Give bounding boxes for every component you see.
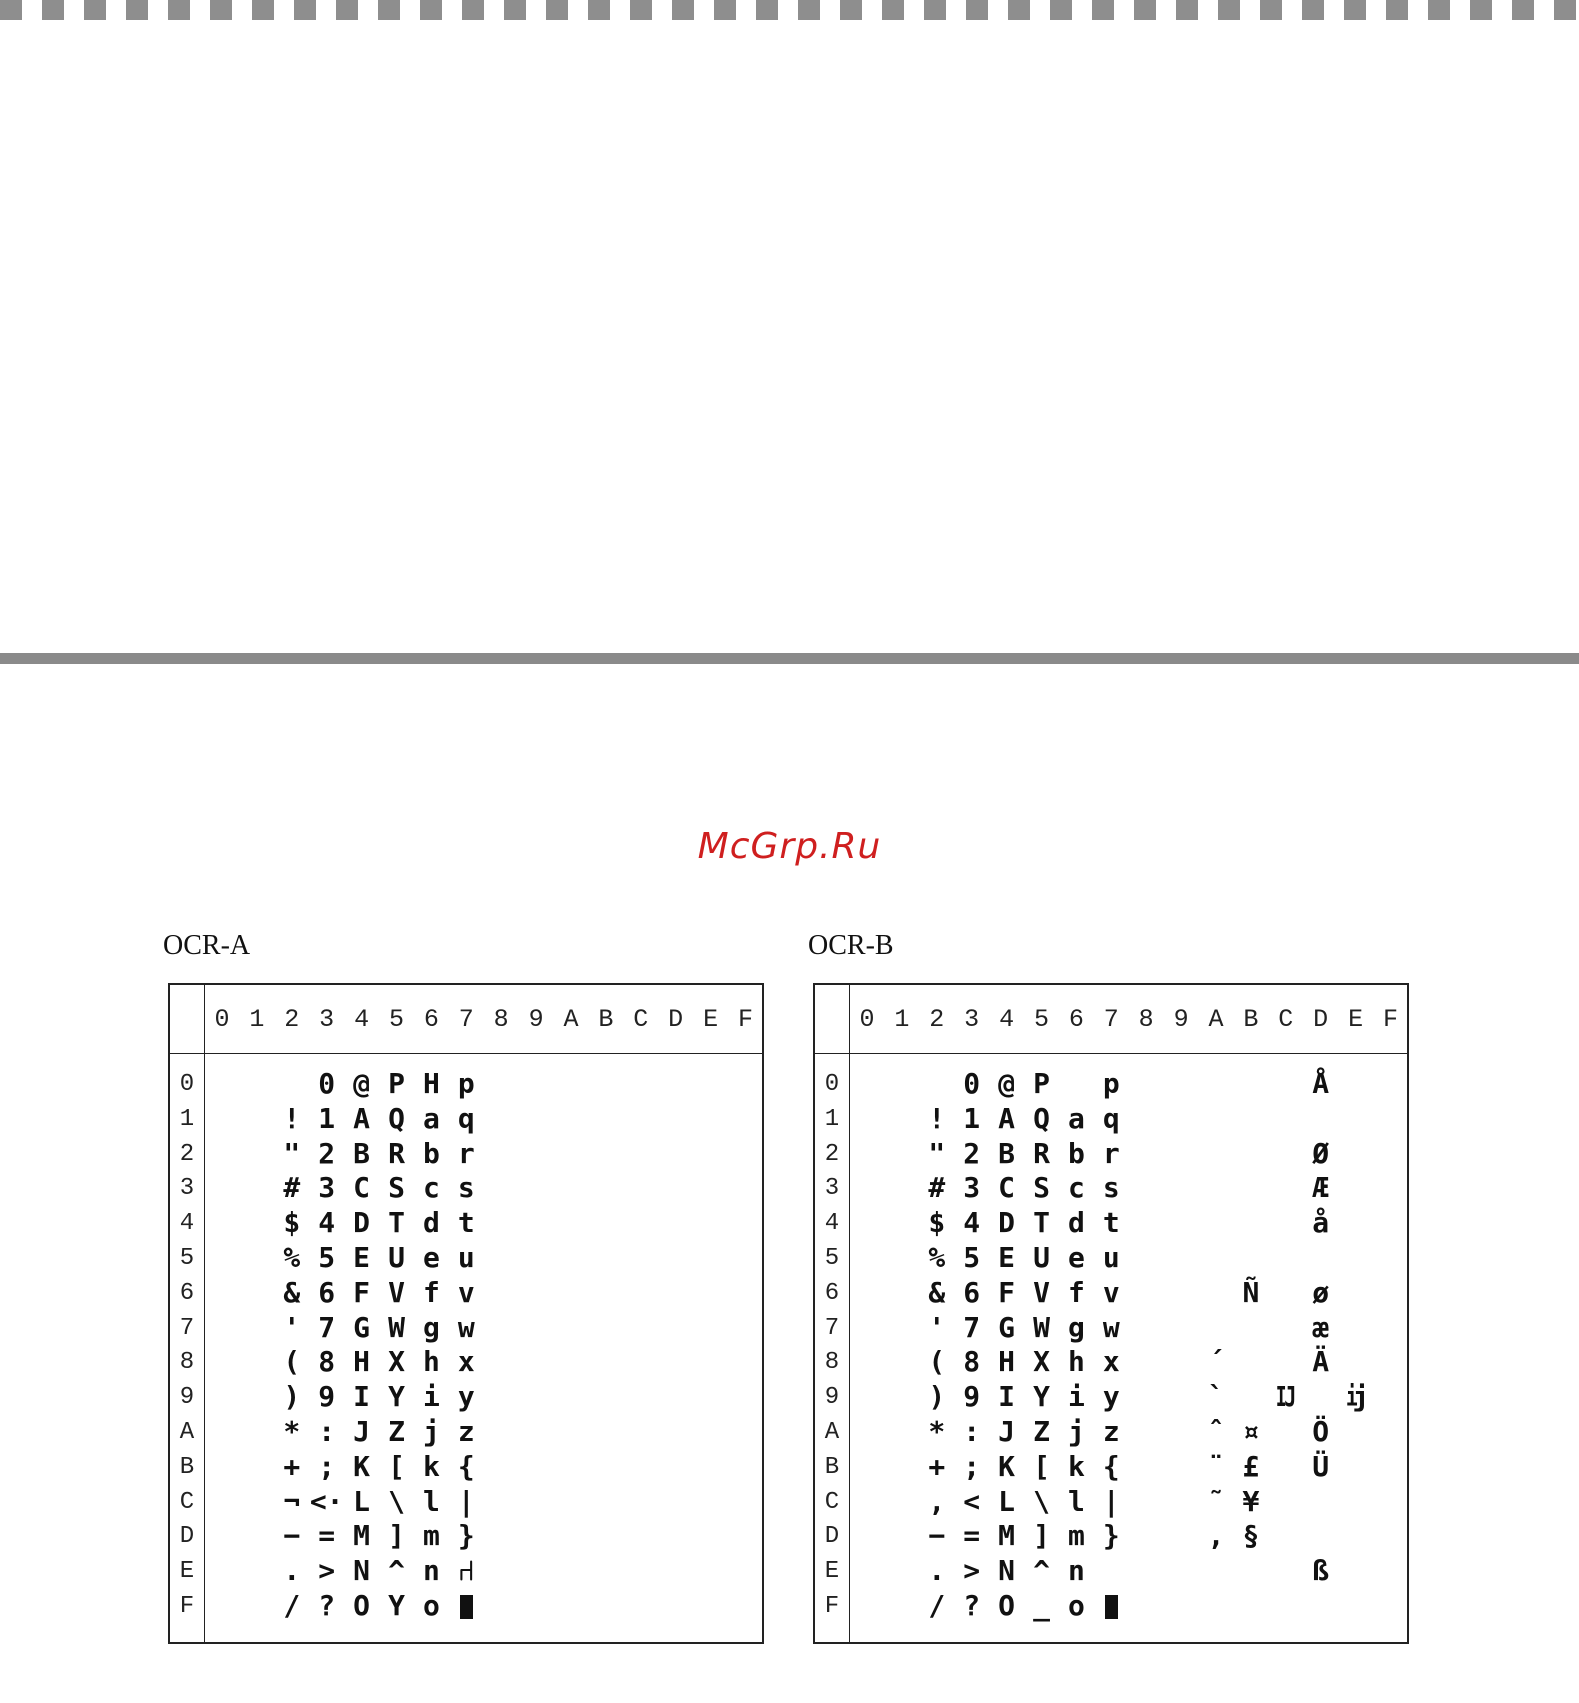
character-cell: M [998, 1519, 1016, 1553]
character-cell: ¨ [1207, 1449, 1225, 1483]
character-cell: 6 [963, 1275, 981, 1309]
column-header: 7 [1103, 1005, 1119, 1034]
character-cell: Ü [1312, 1449, 1330, 1483]
character-cell: A [353, 1101, 371, 1135]
character-cell: D [998, 1206, 1016, 1240]
character-cell: Y [388, 1380, 405, 1414]
character-cell: / [283, 1589, 301, 1622]
ocr-a-character-table [168, 983, 764, 1644]
row-header: 7 [179, 1314, 195, 1342]
character-cell: Q [1033, 1101, 1050, 1135]
character-cell: ) [928, 1380, 946, 1414]
character-cell: g [422, 1310, 440, 1344]
character-cell: ' [283, 1310, 301, 1344]
row-header: 3 [179, 1175, 195, 1203]
row-header: 4 [179, 1210, 195, 1238]
character-cell: 4 [963, 1206, 981, 1240]
row-header: A [824, 1419, 840, 1446]
character-cell: t [457, 1206, 475, 1240]
ocr-b-character-table [813, 983, 1409, 1644]
character-cell: W [1033, 1310, 1050, 1344]
character-cell: c [422, 1171, 440, 1205]
column-header: E [703, 1005, 719, 1034]
character-cell: s [1102, 1171, 1120, 1205]
character-cell: o [1067, 1589, 1085, 1622]
column-header: F [737, 1005, 753, 1034]
character-cell: £ [1242, 1449, 1260, 1483]
character-cell: < [963, 1484, 981, 1518]
row-header: 0 [179, 1071, 195, 1098]
character-cell: å [1312, 1206, 1330, 1240]
row-header-divider [204, 985, 205, 1642]
character-cell: { [457, 1449, 475, 1483]
character-cell: L [353, 1484, 371, 1518]
character-cell: . [283, 1554, 301, 1588]
character-cell: w [1102, 1310, 1120, 1344]
character-cell: P [388, 1067, 405, 1100]
character-cell: Å [1312, 1067, 1330, 1100]
character-cell: p [1102, 1067, 1120, 1100]
row-header-divider [849, 985, 850, 1642]
character-cell: I [998, 1380, 1016, 1414]
column-header-divider [170, 1053, 762, 1054]
row-header: 1 [824, 1105, 840, 1133]
character-cell: ! [928, 1101, 946, 1135]
column-header: 8 [493, 1005, 509, 1034]
column-header: 6 [423, 1005, 439, 1034]
character-cell: u [457, 1241, 475, 1274]
character-cell: ĳ [1347, 1380, 1365, 1414]
character-cell: " [283, 1136, 301, 1170]
character-cell: h [422, 1345, 440, 1379]
column-header: 9 [528, 1005, 544, 1034]
character-cell: i [1067, 1380, 1085, 1414]
horizontal-rule [0, 653, 1579, 664]
character-cell: = [963, 1519, 981, 1553]
character-cell: X [1033, 1345, 1050, 1379]
column-header: 6 [1068, 1005, 1084, 1034]
column-header: 2 [929, 1005, 945, 1034]
character-cell: Ö [1312, 1415, 1330, 1448]
character-cell: _ [1033, 1589, 1050, 1622]
character-cell: ^ [388, 1554, 405, 1588]
character-cell: : [318, 1415, 336, 1448]
character-cell: ¥ [1242, 1484, 1260, 1518]
character-cell: V [1033, 1275, 1050, 1309]
row-header: 9 [824, 1384, 840, 1412]
row-header: 1 [179, 1105, 195, 1133]
column-header: 5 [388, 1005, 404, 1034]
character-cell [1094, 1589, 1128, 1623]
character-cell: ⑁ [457, 1554, 475, 1588]
character-cell: n [422, 1554, 440, 1588]
character-cell: 4 [318, 1206, 336, 1240]
ocr-b-title: OCR-B [808, 930, 894, 961]
character-cell: # [283, 1171, 301, 1205]
character-cell: | [457, 1484, 475, 1518]
character-cell: 7 [318, 1310, 336, 1344]
character-cell: d [1067, 1206, 1085, 1240]
character-cell: u [1102, 1241, 1120, 1274]
character-cell: l [1067, 1484, 1085, 1518]
character-cell: d [422, 1206, 440, 1240]
character-cell: & [928, 1275, 946, 1309]
column-header: A [563, 1005, 579, 1034]
column-header: 1 [894, 1005, 910, 1034]
character-cell: x [1102, 1345, 1120, 1379]
row-header: C [824, 1488, 840, 1516]
character-cell: % [928, 1241, 946, 1274]
column-header: 1 [249, 1005, 265, 1034]
character-cell: c [1067, 1171, 1085, 1205]
row-header: 8 [179, 1349, 195, 1377]
character-cell: > [963, 1554, 981, 1588]
character-cell: E [998, 1241, 1016, 1274]
character-cell: : [963, 1415, 981, 1448]
row-header: D [179, 1523, 195, 1551]
character-cell [449, 1589, 483, 1623]
character-cell: 0 [963, 1067, 981, 1100]
character-cell: 9 [318, 1380, 336, 1414]
character-cell: Ñ [1242, 1275, 1260, 1309]
character-cell: ¬ [283, 1484, 301, 1518]
character-cell: m [1067, 1519, 1085, 1553]
character-cell: A [998, 1101, 1016, 1135]
character-cell: k [1067, 1449, 1085, 1483]
column-header: 5 [1033, 1005, 1049, 1034]
row-header: 3 [824, 1175, 840, 1203]
character-cell: " [928, 1136, 946, 1170]
character-cell: G [353, 1310, 371, 1344]
column-header-divider [815, 1053, 1407, 1054]
character-cell: Æ [1312, 1171, 1330, 1205]
character-cell: @ [998, 1067, 1016, 1100]
character-cell: \ [1033, 1484, 1050, 1518]
character-cell: + [283, 1449, 301, 1483]
character-cell: [ [388, 1449, 405, 1483]
column-header: D [1313, 1005, 1329, 1034]
character-cell: N [353, 1554, 371, 1588]
character-cell: K [998, 1449, 1016, 1483]
character-cell: * [928, 1415, 946, 1448]
character-cell: <· [309, 1484, 344, 1518]
character-cell: # [928, 1171, 946, 1205]
character-cell: ˆ [1207, 1415, 1225, 1448]
character-cell: J [353, 1415, 371, 1448]
character-cell: f [1067, 1275, 1085, 1309]
character-cell: ] [388, 1519, 405, 1553]
character-cell: ß [1312, 1554, 1330, 1588]
character-cell: N [998, 1554, 1016, 1588]
character-cell: ¤ [1242, 1415, 1260, 1448]
row-header: A [179, 1419, 195, 1446]
column-header: 3 [319, 1005, 335, 1034]
character-cell: g [1067, 1310, 1085, 1344]
character-cell: Ø [1312, 1136, 1330, 1170]
row-header: 8 [824, 1349, 840, 1377]
character-cell: F [998, 1275, 1016, 1309]
character-cell: Y [1033, 1380, 1050, 1414]
character-cell: ? [963, 1589, 981, 1622]
character-cell: { [1102, 1449, 1120, 1483]
character-cell: Z [1033, 1415, 1050, 1448]
character-cell: % [283, 1241, 301, 1274]
character-cell: X [388, 1345, 405, 1379]
character-cell: i [422, 1380, 440, 1414]
character-cell: q [457, 1101, 475, 1135]
character-cell: H [422, 1067, 440, 1100]
character-cell: 2 [963, 1136, 981, 1170]
character-cell: I [353, 1380, 371, 1414]
character-cell: § [1242, 1519, 1260, 1553]
character-cell: z [1102, 1415, 1120, 1448]
row-header: 7 [824, 1314, 840, 1342]
character-cell: t [1102, 1206, 1120, 1240]
character-cell: 6 [318, 1275, 336, 1309]
character-cell: n [1067, 1554, 1085, 1588]
character-cell: M [353, 1519, 371, 1553]
character-cell: R [388, 1136, 405, 1170]
character-cell: * [283, 1415, 301, 1448]
character-cell: k [422, 1449, 440, 1483]
column-header: 4 [999, 1005, 1015, 1034]
character-cell: y [1102, 1380, 1120, 1414]
character-cell: 3 [318, 1171, 336, 1205]
character-cell: 5 [318, 1241, 336, 1274]
character-cell: m [422, 1519, 440, 1553]
character-cell: Z [388, 1415, 405, 1448]
row-header: 2 [824, 1140, 840, 1168]
row-header: E [179, 1558, 195, 1586]
character-cell: æ [1312, 1310, 1330, 1344]
character-cell: H [353, 1345, 371, 1379]
character-cell: R [1033, 1136, 1050, 1170]
character-cell: E [353, 1241, 371, 1274]
character-cell: Ä [1312, 1345, 1330, 1379]
character-cell: s [457, 1171, 475, 1205]
character-cell: C [998, 1171, 1016, 1205]
character-cell: e [1067, 1241, 1085, 1274]
character-cell: ? [318, 1589, 336, 1622]
character-cell: h [1067, 1345, 1085, 1379]
row-header: 0 [824, 1071, 840, 1098]
character-cell: O [353, 1589, 371, 1622]
character-cell: Q [388, 1101, 405, 1135]
character-cell: 0 [318, 1067, 336, 1100]
character-cell: v [1102, 1275, 1120, 1309]
character-cell: . [928, 1554, 946, 1588]
column-header: B [1243, 1005, 1259, 1034]
row-header: B [179, 1453, 195, 1481]
column-header: 0 [214, 1005, 230, 1034]
row-header: C [179, 1488, 195, 1516]
column-header: F [1382, 1005, 1398, 1034]
character-cell: − [928, 1519, 946, 1553]
character-cell: B [998, 1136, 1016, 1170]
column-header: 0 [859, 1005, 875, 1034]
character-cell: 3 [963, 1171, 981, 1205]
character-cell: H [998, 1345, 1016, 1379]
character-cell: o [422, 1589, 440, 1622]
character-cell: } [1102, 1519, 1120, 1553]
character-cell: 7 [963, 1310, 981, 1344]
character-cell: ' [928, 1310, 946, 1344]
character-cell: L [998, 1484, 1016, 1518]
column-header: 4 [354, 1005, 370, 1034]
row-header: F [179, 1593, 195, 1620]
character-cell: ^ [1033, 1554, 1050, 1588]
character-cell: ; [318, 1449, 336, 1483]
column-header: 8 [1138, 1005, 1154, 1034]
character-cell: D [353, 1206, 371, 1240]
character-cell: > [318, 1554, 336, 1588]
character-cell: / [928, 1589, 946, 1622]
column-header: D [668, 1005, 684, 1034]
character-cell: p [457, 1067, 475, 1100]
character-cell: 2 [318, 1136, 336, 1170]
character-cell: w [457, 1310, 475, 1344]
character-cell: y [457, 1380, 475, 1414]
character-cell: , [928, 1484, 946, 1518]
character-cell: K [353, 1449, 371, 1483]
character-cell: ] [1033, 1519, 1050, 1553]
character-cell: G [998, 1310, 1016, 1344]
character-cell: 9 [963, 1380, 981, 1414]
character-cell: C [353, 1171, 371, 1205]
character-cell: ; [963, 1449, 981, 1483]
character-cell: a [422, 1101, 440, 1135]
column-header: C [1278, 1005, 1294, 1034]
character-cell: F [353, 1275, 371, 1309]
row-header: 5 [824, 1245, 840, 1272]
column-header: 7 [458, 1005, 474, 1034]
character-cell: ` [1207, 1380, 1225, 1414]
character-cell: = [318, 1519, 336, 1553]
column-header: C [633, 1005, 649, 1034]
column-header: 2 [284, 1005, 300, 1034]
row-header: 6 [179, 1279, 195, 1307]
row-header: D [824, 1523, 840, 1551]
character-cell: j [422, 1415, 440, 1448]
character-cell: U [388, 1241, 405, 1274]
character-cell: + [928, 1449, 946, 1483]
character-cell: r [1102, 1136, 1120, 1170]
character-cell: ) [283, 1380, 301, 1414]
character-cell: l [422, 1484, 440, 1518]
character-cell: Y [388, 1589, 405, 1622]
row-header: 6 [824, 1279, 840, 1307]
row-header: 2 [179, 1140, 195, 1168]
row-header: 5 [179, 1245, 195, 1272]
character-cell: $ [283, 1206, 301, 1240]
character-cell: j [1067, 1415, 1085, 1448]
watermark: McGrp.Ru [697, 826, 882, 867]
character-cell: ! [283, 1101, 301, 1135]
character-cell: T [388, 1206, 405, 1240]
character-cell: B [353, 1136, 371, 1170]
column-header: A [1208, 1005, 1224, 1034]
character-cell: 5 [963, 1241, 981, 1274]
character-cell: V [388, 1275, 405, 1309]
character-cell: ( [928, 1345, 946, 1379]
character-cell: @ [353, 1067, 371, 1100]
character-cell: S [1033, 1171, 1050, 1205]
character-cell: 8 [318, 1345, 336, 1379]
row-header: 4 [824, 1210, 840, 1238]
character-cell: P [1033, 1067, 1050, 1100]
ocr-a-title: OCR-A [163, 930, 251, 961]
character-cell: a [1067, 1101, 1085, 1135]
character-cell: ´ [1207, 1345, 1225, 1379]
character-cell: b [422, 1136, 440, 1170]
character-cell: | [1102, 1484, 1120, 1518]
character-cell: r [457, 1136, 475, 1170]
character-cell: J [998, 1415, 1016, 1448]
row-header: F [824, 1593, 840, 1620]
character-cell: } [457, 1519, 475, 1553]
character-cell: O [998, 1589, 1016, 1622]
dashed-header-bar [0, 0, 1579, 20]
column-header: 3 [964, 1005, 980, 1034]
character-cell: − [283, 1519, 301, 1553]
character-cell: z [457, 1415, 475, 1448]
character-cell: 1 [963, 1101, 981, 1135]
character-cell: W [388, 1310, 405, 1344]
character-cell: 8 [963, 1345, 981, 1379]
character-cell: e [422, 1241, 440, 1274]
character-cell: x [457, 1345, 475, 1379]
character-cell: T [1033, 1206, 1050, 1240]
character-cell: & [283, 1275, 301, 1309]
character-cell: v [457, 1275, 475, 1309]
row-header: 9 [179, 1384, 195, 1412]
character-cell: $ [928, 1206, 946, 1240]
character-cell: f [422, 1275, 440, 1309]
character-cell: Ĳ [1277, 1380, 1295, 1414]
character-cell: [ [1033, 1449, 1050, 1483]
character-cell: U [1033, 1241, 1050, 1274]
character-cell: b [1067, 1136, 1085, 1170]
column-header: 9 [1173, 1005, 1189, 1034]
character-cell: ( [283, 1345, 301, 1379]
character-cell: q [1102, 1101, 1120, 1135]
column-header: B [598, 1005, 614, 1034]
row-header: E [824, 1558, 840, 1586]
row-header: B [824, 1453, 840, 1481]
character-cell: , [1207, 1519, 1225, 1553]
column-header: E [1348, 1005, 1364, 1034]
character-cell: ˜ [1207, 1484, 1225, 1518]
character-cell: 1 [318, 1101, 336, 1135]
character-cell: S [388, 1171, 405, 1205]
character-cell: ø [1312, 1275, 1330, 1309]
character-cell: \ [388, 1484, 405, 1518]
